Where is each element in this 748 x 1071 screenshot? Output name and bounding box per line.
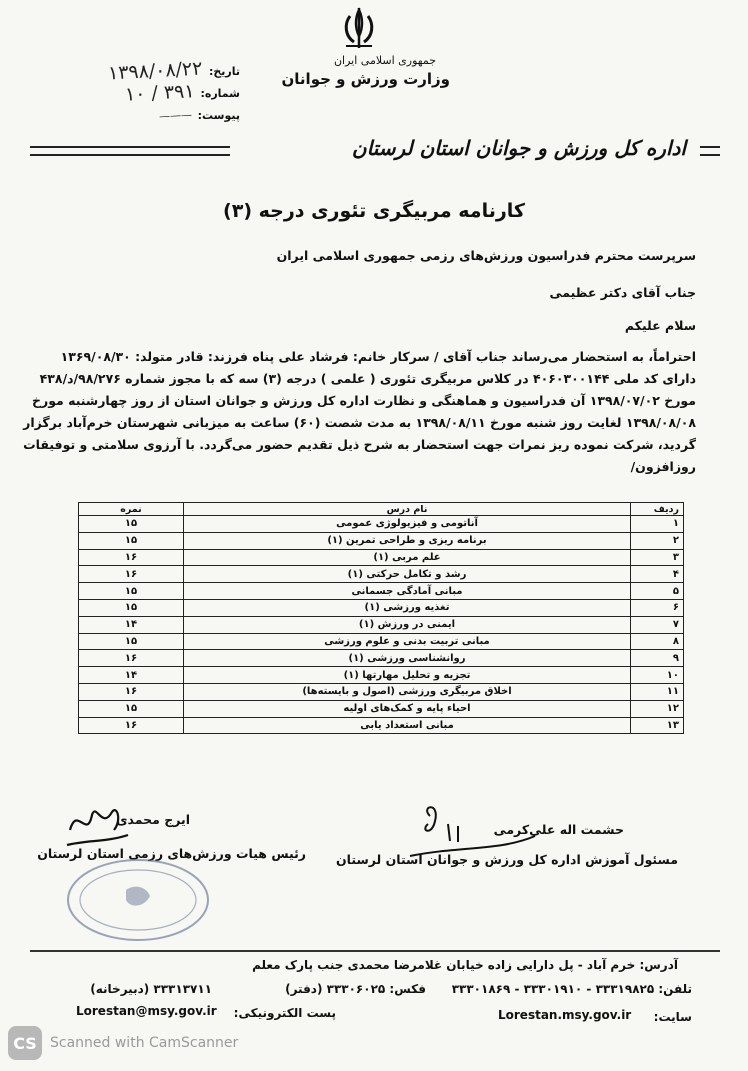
course-name: برنامه ریزی و طراحی تمرین (۱) xyxy=(184,532,631,549)
course-grade: ۱۶ xyxy=(79,650,184,667)
paragraph-line: مورخ ۱۳۹۸/۰۷/۰۲ آن فدراسیون و هماهنگی و نظارت اداره کل ورزش و جوانان استان از روز چهارشنبه مورخ xyxy=(31,393,696,408)
footer-site-label: سایت: xyxy=(653,1010,692,1024)
watermark-text: Scanned with CamScanner xyxy=(50,1035,239,1051)
attention-line: جناب آقای دکتر عظیمی xyxy=(549,285,696,300)
row-number: ۸ xyxy=(631,633,684,650)
left-signer-name: ایرج محمدی xyxy=(116,812,190,827)
meta-date-value: ۱۳۹۸/۰۸/۲۲ xyxy=(107,57,204,85)
table-row xyxy=(79,583,684,600)
left-signature-icon xyxy=(62,800,132,860)
footer-site: Lorestan.msy.gov.ir xyxy=(498,1008,632,1022)
table-row xyxy=(79,616,684,633)
table-row xyxy=(79,516,684,533)
greeting-line: سلام علیکم xyxy=(624,318,696,333)
row-number: ۴ xyxy=(631,566,684,583)
table-row xyxy=(79,700,684,717)
grades-table xyxy=(78,502,684,734)
recipient-line: سرپرست محترم فدراسیون ورزش‌های رزمی جمهوری اسلامی ایران xyxy=(276,248,696,263)
course-name: مبانی آمادگی جسمانی xyxy=(184,583,631,600)
header-course-name: نام درس xyxy=(184,503,631,516)
course-name: ایمنی در ورزش (۱) xyxy=(184,616,631,633)
row-number: ۷ xyxy=(631,616,684,633)
course-grade: ۱۶ xyxy=(79,717,184,734)
table-row xyxy=(79,683,684,700)
office-title: اداره کل ورزش و جوانان استان لرستان xyxy=(351,136,686,160)
row-number: ۱ xyxy=(631,516,684,533)
left-signer-title: رئیس هیات ورزش‌های رزمی استان لرستان xyxy=(37,846,306,861)
course-name: تغذیه ورزشی (۱) xyxy=(184,599,631,616)
camscanner-logo-icon: CS xyxy=(8,1026,42,1060)
course-grade: ۱۴ xyxy=(79,667,184,684)
row-number: ۶ xyxy=(631,599,684,616)
row-number: ۱۰ xyxy=(631,667,684,684)
row-number: ۳ xyxy=(631,549,684,566)
row-number: ۲ xyxy=(631,532,684,549)
letter-meta xyxy=(40,57,240,126)
paragraph-line: روزافزون/ xyxy=(630,459,696,474)
right-signature-icon xyxy=(400,796,540,866)
table-row xyxy=(79,549,684,566)
course-grade: ۱۴ xyxy=(79,616,184,633)
header-grade: نمره xyxy=(79,503,184,516)
paragraph-line: احتراماً، به استحضار می‌رساند جناب آقای / سرکار خانم: فرشاد علی پناه فرزند: قادر متولد: ۱۳۶۹/۰۸/۳۰ xyxy=(60,349,696,364)
meta-attachment xyxy=(40,104,240,126)
table-row xyxy=(79,667,684,684)
course-name: مبانی تربیت بدنی و علوم ورزشی xyxy=(184,633,631,650)
row-number: ۱۲ xyxy=(631,700,684,717)
table-row xyxy=(79,599,684,616)
right-signer-title: مسئول آموزش اداره کل ورزش و جوانان استان لرستان xyxy=(336,852,678,867)
footer-address: آدرس: خرم آباد - پل دارایی زاده خیابان غلامرضا محمدی جنب پارک معلم xyxy=(252,958,678,972)
footer-fax: فکس: ۳۳۳۰۶۰۲۵ (دفتر) xyxy=(285,982,426,996)
meta-number-label: شماره: xyxy=(200,86,240,100)
course-grade: ۱۵ xyxy=(79,516,184,533)
right-signer-name: حشمت اله علی‌کرمی xyxy=(493,822,624,837)
course-name: احیاء پایه و کمک‌های اولیه xyxy=(184,700,631,717)
course-name: علم مربی (۱) xyxy=(184,549,631,566)
paragraph-line: دارای کد ملی ۴۰۶۰۳۰۰۱۴۴ در کلاس مربیگری تئوری ( علمی ) درجه (۳) سه که با مجوز شماره ۹۸/۲۷۶/د/۴۳۸ xyxy=(39,371,696,386)
course-name: رشد و تکامل حرکتی (۱) xyxy=(184,566,631,583)
gov-name: جمهوری اسلامی ایران xyxy=(333,54,436,67)
course-grade: ۱۵ xyxy=(79,532,184,549)
meta-date xyxy=(40,57,240,85)
course-grade: ۱۵ xyxy=(79,700,184,717)
course-name: تجزیه و تحلیل مهارتها (۱) xyxy=(184,667,631,684)
meta-attachment-value: ——— xyxy=(158,107,192,123)
camscanner-watermark xyxy=(8,1026,238,1060)
footer-phone: تلفن: ۳۳۳۱۹۸۲۵ - ۳۳۳۰۱۹۱۰ - ۳۳۳۰۱۸۶۹ xyxy=(451,982,692,996)
footer-email-label: پست الکترونیکی: xyxy=(233,1006,336,1020)
footer-email: Lorestan@msy.gov.ir xyxy=(76,1004,217,1018)
office-header xyxy=(30,138,720,168)
course-name: آناتومی و فیزیولوژی عمومی xyxy=(184,516,631,533)
course-grade: ۱۵ xyxy=(79,633,184,650)
paragraph-line: گردید، شرکت نموده ریز نمرات جهت استحضار به شرح ذیل تقدیم حضور می‌گردد. با آرزوی سلامتی و توفیقات xyxy=(23,437,696,452)
meta-date-label: تاریخ: xyxy=(208,64,240,78)
course-name: روانشناسی ورزشی (۱) xyxy=(184,650,631,667)
table-row xyxy=(79,650,684,667)
table-row xyxy=(79,532,684,549)
course-name: اخلاق مربیگری ورزشی (اصول و بایسته‌ها) xyxy=(184,683,631,700)
footer-rule xyxy=(30,950,720,952)
meta-number-value: ۳۹۱ / ۱۰ xyxy=(124,80,195,106)
header-rule-left xyxy=(30,146,230,156)
body-paragraph xyxy=(23,346,696,478)
course-name: مبانی استعداد یابی xyxy=(184,717,631,734)
official-stamp-icon xyxy=(64,856,212,944)
paragraph-line: ۱۳۹۸/۰۸/۰۸ لغایت روز شنبه مورخ ۱۳۹۸/۰۸/۱۱ به مدت شصت (۶۰) ساعت به میزبانی شهرستان خرم‌آباد برگزار xyxy=(23,415,696,430)
header-rule-right xyxy=(700,146,720,156)
document-title: کارنامه مربیگری تئوری درجه (۳) xyxy=(223,200,525,222)
course-grade: ۱۶ xyxy=(79,566,184,583)
course-grade: ۱۵ xyxy=(79,599,184,616)
meta-attachment-label: پیوست: xyxy=(197,108,240,122)
ministry-name: وزارت ورزش و جوانان xyxy=(281,70,450,88)
table-row xyxy=(79,566,684,583)
row-number: ۹ xyxy=(631,650,684,667)
course-grade: ۱۶ xyxy=(79,683,184,700)
row-number: ۱۳ xyxy=(631,717,684,734)
table-header-row xyxy=(79,503,684,516)
row-number: ۱۱ xyxy=(631,683,684,700)
table-row xyxy=(79,717,684,734)
iran-emblem-icon xyxy=(336,6,382,52)
footer-secretariat: ۳۳۳۱۳۷۱۱ (دبیرخانه) xyxy=(90,982,212,996)
meta-number xyxy=(40,82,240,104)
course-grade: ۱۵ xyxy=(79,583,184,600)
header-row-number: ردیف xyxy=(631,503,684,516)
course-grade: ۱۶ xyxy=(79,549,184,566)
table-row xyxy=(79,633,684,650)
row-number: ۵ xyxy=(631,583,684,600)
